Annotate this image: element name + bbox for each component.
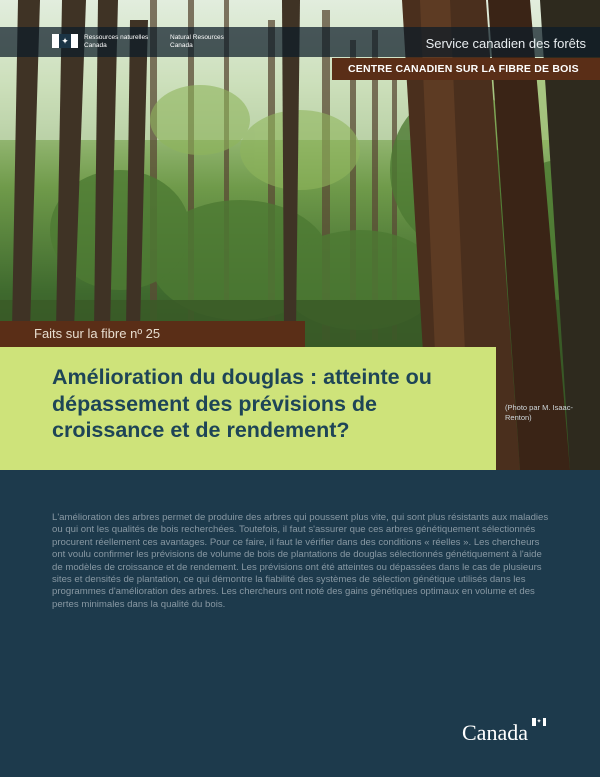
photo-credit [505,403,575,423]
fact-sheet-tab [0,321,305,347]
ministry-name-en: Natural Resources Canada [170,34,224,49]
canada-wordmark-flag-icon: ✦ [532,718,546,726]
canada-wordmark: Canada [462,720,528,745]
body-paragraph: L'amélioration des arbres permet de produire des arbres qui poussent plus vite, qui sont plus résistants aux maladies ou qui ont les qualités de bois recherchées. Toutefois, il faut s'assurer que ces arbres génétiquement sélectionnés procurent réellement ces avantages. Pour ce faire, il faut le vérifier dans des conditions « réelles ». Les chercheurs ont voulu confirmer les prévisions de volume de bois de plantations de douglas sélectionnés génétiquement à l'aide de modèles de croissance et de rendement. Les prévisions ont été atteintes ou dépassées dans le cas de plusieurs sites et densités de plantation, ce qui démontre la fiabilité des systèmes de sélection génétique utilisés dans les programmes d'amélioration des arbres. Les chercheurs ont noté des gains génétiques optimaux en volume et des pertes minimales dans la qualité du bois. [52,512,549,610]
photo-credit-text: (Photo par M. Isaac-Renton) [505,403,573,422]
service-name: Service canadien des forêts [425,36,586,51]
centre-name: CENTRE CANADIEN SUR LA FIBRE DE BOIS [348,63,579,75]
government-signature[interactable] [52,34,248,50]
ministry-wordmark [84,34,248,50]
fact-sheet-label: Faits sur la fibre nº 25 [34,326,161,341]
centre-banner [332,58,600,80]
canada-flag-icon: ✦ [52,34,78,48]
ministry-name-fr: Ressources naturelles Canada [84,34,149,49]
document-title: Amélioration du douglas : atteinte ou dépassement des prévisions de croissance et de rendement? [52,365,432,442]
